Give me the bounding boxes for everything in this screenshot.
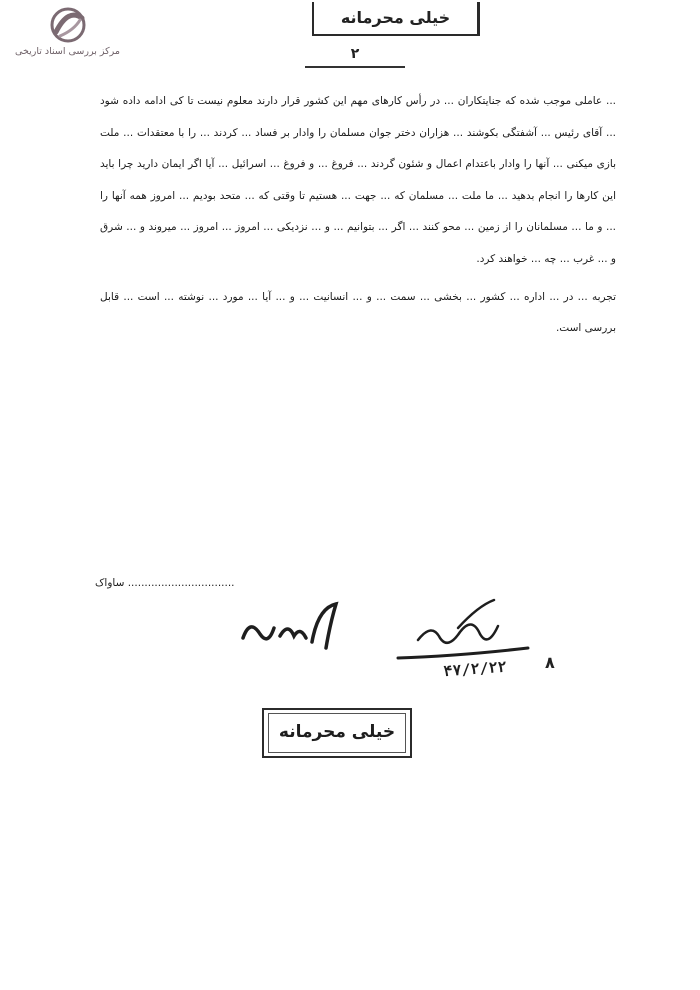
page-number-underline (305, 66, 405, 68)
page-number: ۲ (350, 46, 360, 62)
handwritten-number (238, 598, 348, 662)
signature-date: ۴۷/۲/۲۲ (442, 657, 508, 681)
archive-logo (10, 6, 125, 62)
archive-logo-icon (46, 6, 90, 44)
bottom-stamp-inner-border (268, 713, 406, 753)
top-stamp-text: خیلی محرمانه (340, 8, 451, 27)
closing-name: ................................ ساواک (95, 577, 235, 589)
body-paragraph-2: تجربه ... در ... اداره ... کشور ... بخشی ... سمت ... و ... انسانیت ... و ... آیا ... مورد ... نوشته ... است ... قابل بررسی است. (100, 290, 616, 335)
bottom-stamp-text: خیلی محرمانه (278, 722, 396, 742)
body-paragraph-1: ... عاملی موجب شده که جنایتکاران ... در رأس کارهای مهم این کشور قرار دارند معلوم نیست تا کی ادامه داده شود ... آقای رئیس ... آشفتگی بکوشند ... هزاران دختر جوان مسلمان را وادار بر فساد ... کردند ... را با معتقدات ... ملت بازی میکنی ... آنها را وادار باعتدام اعمال و شئون گردند ... فروغ ... و فروغ ... اسرائیل ... آیا اگر ایمان دارید چرا باید این کارها را انجام بدهید ... ما ملت ... مسلمان که ... جهت ... هستیم تا وقتی که ... متحد بودیم ... امروز همه آنها را ... و ما ... مسلمانان را از زمین ... محو کنند ... اگر ... بتوانیم ... و ... نزدیکی ... امروز ... امروز ... میروند و ... شرق و ... غرب ... چه ... خواهند کرد. (100, 95, 616, 265)
letter-body (100, 86, 616, 345)
handwritten-number-strokes (238, 598, 348, 658)
archive-logo-caption: مرکز بررسی اسناد تاریخی (15, 46, 120, 57)
top-classification-stamp (312, 2, 480, 36)
signature-mark: ٨ (545, 653, 555, 672)
